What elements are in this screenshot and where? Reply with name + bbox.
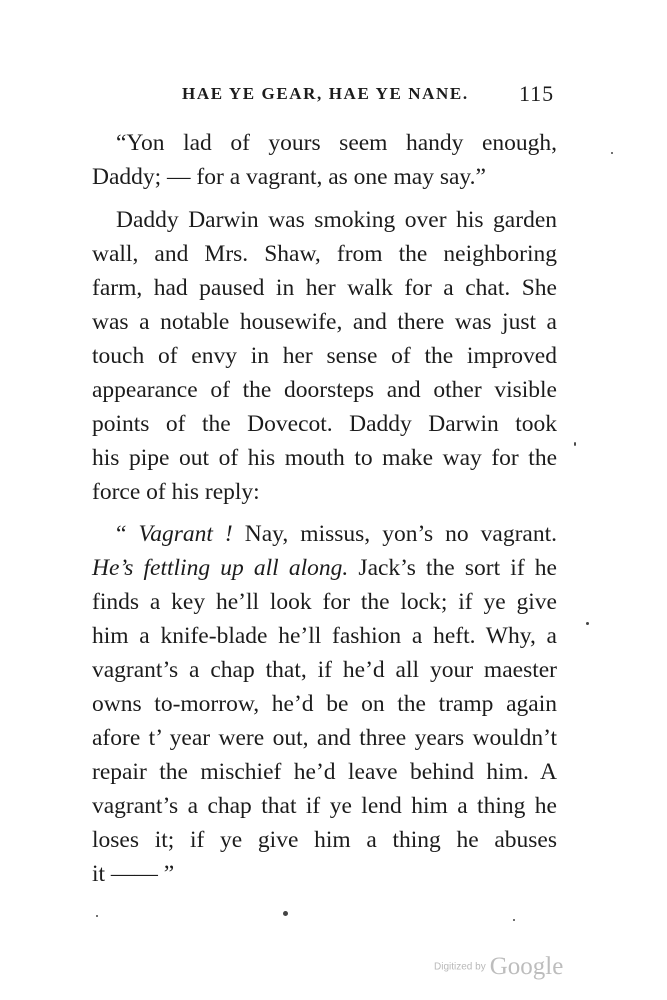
google-logo: Google bbox=[489, 953, 564, 980]
italic-text: Vagrant ! bbox=[138, 521, 233, 547]
italic-text: He’s fettling up all along. bbox=[92, 555, 349, 581]
text-line: vagrant’s a chap that if ye lend him a thing he bbox=[92, 793, 557, 819]
digitized-by-google-watermark bbox=[434, 953, 563, 981]
text-line: force of his reply: bbox=[92, 479, 260, 505]
text-line: wall, and Mrs. Shaw, from the neighboring bbox=[92, 241, 557, 267]
text-line: “Yon lad of yours seem handy enough, bbox=[116, 130, 557, 156]
page-number: 115 bbox=[519, 81, 555, 106]
text-line: afore t’ year were out, and three years wouldn’t bbox=[92, 725, 557, 751]
text-line: farm, had paused in her walk for a chat. She bbox=[92, 275, 557, 301]
ink-speck bbox=[586, 622, 589, 625]
text-line: him a knife-blade he’ll fashion a heft. Why, a bbox=[92, 623, 557, 649]
running-head: HAE YE GEAR, HAE YE NANE. bbox=[182, 84, 469, 103]
ink-speck bbox=[611, 152, 613, 154]
text-line: was a notable housewife, and there was just a bbox=[92, 309, 557, 335]
ink-speck bbox=[96, 915, 98, 917]
text-line: appearance of the doorsteps and other visible bbox=[92, 377, 557, 403]
text-fragment: “ bbox=[116, 521, 139, 547]
text-line: points of the Dovecot. Daddy Darwin took bbox=[92, 411, 557, 437]
text-fragment: Jack’s the sort if he bbox=[348, 555, 557, 581]
ink-speck bbox=[283, 911, 288, 916]
text-line: repair the mischief he’d leave behind him. A bbox=[92, 759, 557, 785]
text-line bbox=[92, 551, 557, 585]
text-line: vagrant’s a chap that, if he’d all your maester bbox=[92, 657, 557, 683]
text-line bbox=[116, 517, 557, 551]
ink-speck bbox=[513, 919, 515, 921]
text-line: Daddy Darwin was smoking over his garden bbox=[116, 207, 557, 233]
text-line: finds a key he’ll look for the lock; if ye give bbox=[92, 589, 557, 615]
text-fragment: Nay, missus, yon’s no vagrant. bbox=[232, 521, 558, 547]
text-line: loses it; if ye give him a thing he abuses bbox=[92, 827, 557, 853]
text-line: touch of envy in her sense of the improved bbox=[92, 343, 557, 369]
text-line: his pipe out of his mouth to make way for the bbox=[92, 445, 557, 471]
text-line: Daddy; — for a vagrant, as one may say.” bbox=[92, 164, 486, 190]
page-header bbox=[0, 81, 667, 110]
ink-speck bbox=[574, 442, 576, 446]
text-line: owns to-morrow, he’d be on the tramp again bbox=[92, 691, 557, 717]
digitized-by-text: Digitized by bbox=[434, 961, 486, 973]
text-line: it —— ” bbox=[92, 861, 175, 887]
